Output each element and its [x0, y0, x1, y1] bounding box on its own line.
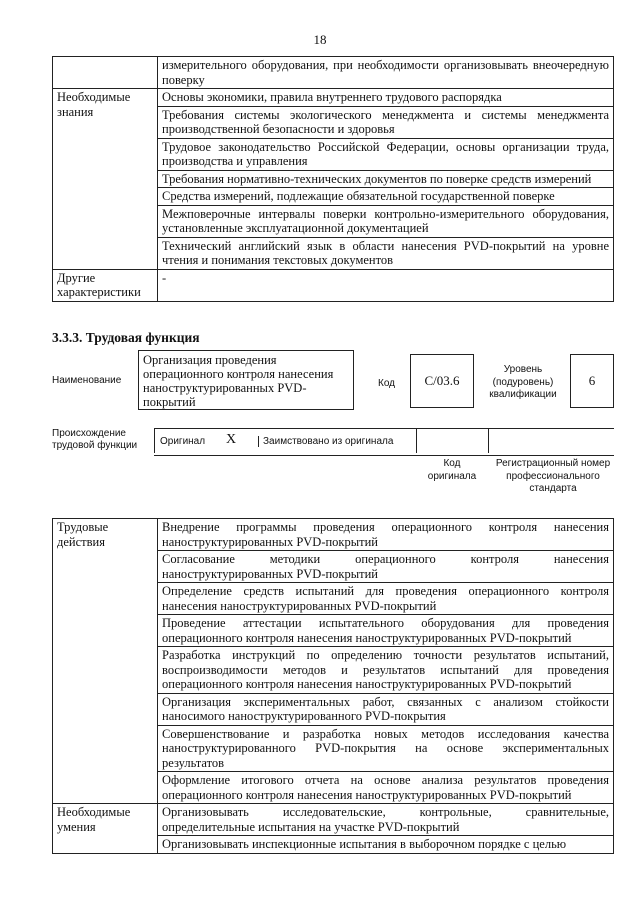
- level-label: Уровень (подуровень) квалификации: [489, 364, 557, 400]
- original-checkmark: X: [226, 432, 237, 447]
- row-text: Внедрение программы проведения операционного контроля нанесения наноструктурированных PVD-покрытий: [158, 519, 614, 551]
- row-text: Основы экономики, правила внутреннего трудового распорядка: [158, 89, 614, 107]
- code-label: Код: [378, 378, 396, 389]
- origin-divider: [416, 429, 417, 453]
- row-text: Требования нормативно-технических документов по поверке средств измерений: [158, 170, 614, 188]
- row-header-actions: Трудовые действия: [53, 519, 158, 804]
- origin-label: Происхождение трудовой функции: [52, 428, 138, 451]
- function-code: С/03.6: [410, 354, 474, 408]
- origin-divider: [488, 429, 489, 453]
- reg-number-label: Регистрационный номер профессионального стандарта: [495, 458, 611, 494]
- table-row: [53, 269, 614, 301]
- row-text: Технический английский язык в области нанесения PVD-покрытий на уровне чтения и понимания текстовых документов: [158, 237, 614, 269]
- row-text: Организация экспериментальных работ, связанных с анализом стойкости наносимого наноструктурированного PVD-покрытия: [158, 693, 614, 725]
- borrowed-label: Заимствовано из оригинала: [258, 436, 393, 447]
- function-name: Организация проведения операционного контроля нанесения наноструктурированных PVD-покрытий: [138, 350, 354, 410]
- row-text: -: [158, 269, 614, 301]
- page-number: 18: [313, 32, 327, 47]
- table-row: [53, 89, 614, 107]
- row-text: измерительного оборудования, при необходимости организовывать внеочередную поверку: [158, 57, 614, 89]
- table-row: [53, 57, 614, 89]
- row-text: Межповерочные интервалы поверки контрольно-измерительного оборудования, установленные эксплуатационной документацией: [158, 205, 614, 237]
- row-text: Средства измерений, подлежащие обязательной государственной поверке: [158, 188, 614, 206]
- row-header: [53, 57, 158, 89]
- row-text: Проведение аттестации испытательного оборудования для проведения операционного контроля нанесения наноструктурированных PVD-покрытий: [158, 615, 614, 647]
- knowledge-table: [52, 56, 614, 302]
- section-title: 3.3.3. Трудовая функция: [52, 330, 200, 345]
- code-original-label: Код оригинала: [427, 458, 477, 482]
- name-label: Наименование: [52, 375, 122, 386]
- row-text: Оформление итогового отчета на основе анализа результатов проведения операционного контроля нанесения наноструктурированных PVD-покрытий: [158, 772, 614, 804]
- row-header-skills: Необходимые умения: [53, 804, 158, 854]
- row-header-knowledge: Необходимые знания: [53, 89, 158, 270]
- row-text: Совершенствование и разработка новых методов исследования качества наноструктурированного PVD-покрытия на основе экспериментальных результатов: [158, 725, 614, 772]
- row-text: Определение средств испытаний для проведения операционного контроля нанесения наноструктурированных PVD-покрытий: [158, 583, 614, 615]
- row-text: Требования системы экологического менеджмента и системы менеджмента производственной безопасности и здоровья: [158, 106, 614, 138]
- actions-table: [52, 518, 614, 854]
- original-label: Оригинал: [160, 436, 206, 447]
- origin-divider: [154, 429, 155, 453]
- row-header-other: Другие характеристики: [53, 269, 158, 301]
- row-text: Согласование методики операционного контроля нанесения наноструктурированных PVD-покрытий: [158, 551, 614, 583]
- row-text: Организовывать исследовательские, контрольные, сравнительные, определительные испытания на участке PVD-покрытий: [158, 804, 614, 836]
- table-row: [53, 519, 614, 551]
- level-value: 6: [570, 354, 614, 408]
- row-text: Разработка инструкций по определению точности результатов испытаний, воспроизводимости методов и результатов испытаний для проведения операционного контроля нанесения наноструктурированных PVD-покрытий: [158, 647, 614, 694]
- row-text: Организовывать инспекционные испытания в выборочном порядке с целью: [158, 836, 614, 854]
- table-row: [53, 804, 614, 836]
- row-text: Трудовое законодательство Российской Федерации, основы организации труда, производства и управления: [158, 138, 614, 170]
